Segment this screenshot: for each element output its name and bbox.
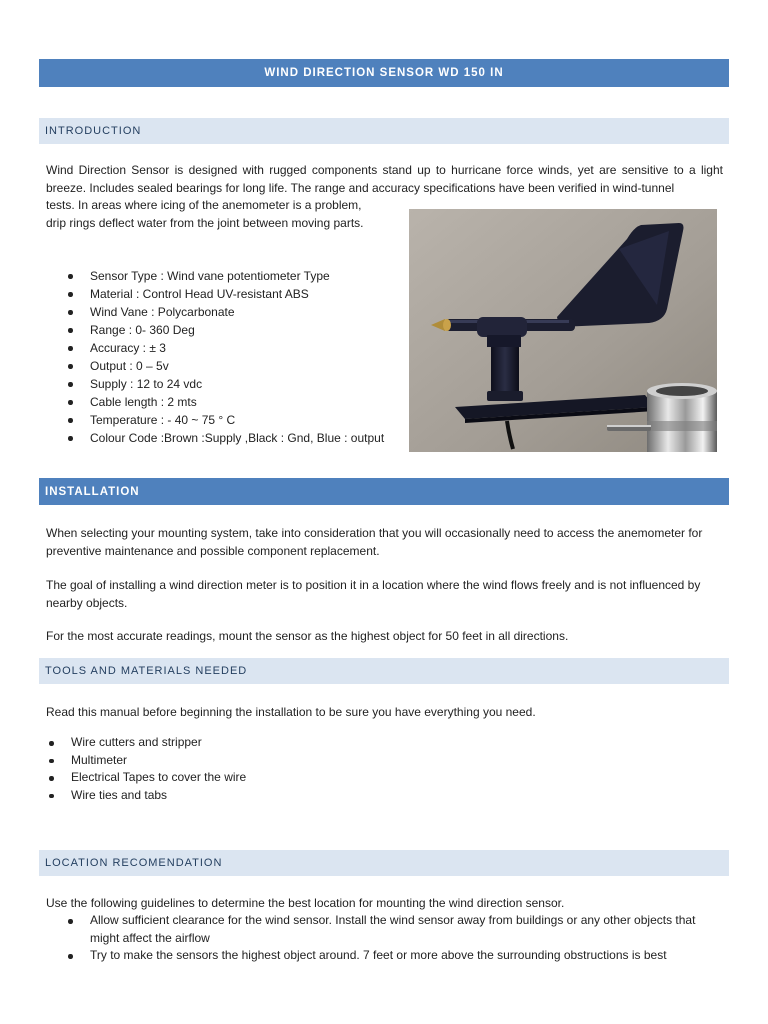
tools-intro: Read this manual before beginning the installation to be sure you have everything you need.: [46, 705, 536, 719]
tools-list: [71, 734, 246, 804]
list-item: Allow sufficient clearance for the wind sensor. Install the wind sensor away from buildings or any other objects that might affect the airflow: [90, 912, 720, 947]
section-heading-installation: INSTALLATION: [39, 478, 729, 505]
page-title: WIND DIRECTION SENSOR WD 150 IN: [39, 59, 729, 87]
spec-list: [90, 267, 384, 447]
list-item: Try to make the sensors the highest object around. 7 feet or more above the surrounding obstructions is best: [90, 947, 720, 965]
list-item: Accuracy : ± 3: [90, 339, 384, 357]
wind-vane-photo: [409, 209, 717, 452]
list-item: Range : 0- 360 Deg: [90, 321, 384, 339]
installation-paragraph-1: When selecting your mounting system, take into consideration that you will occasionally need to access the anemometer for preventive maintenance and possible component replacement.: [46, 526, 703, 558]
list-item: Sensor Type : Wind vane potentiometer Type: [90, 267, 384, 285]
location-list: [90, 912, 720, 965]
list-item: Colour Code :Brown :Supply ,Black : Gnd, Blue : output: [90, 431, 385, 445]
list-item: Output : 0 – 5v: [90, 357, 384, 375]
list-item: Wind Vane : Polycarbonate: [90, 303, 384, 321]
location-intro: Use the following guidelines to determine the best location for mounting the wind direction sensor.: [46, 896, 565, 910]
installation-paragraph-3: For the most accurate readings, mount the sensor as the highest object for 50 feet in all directions.: [46, 629, 569, 643]
list-item: Wire ties and tabs: [71, 787, 246, 805]
section-heading-tools: TOOLS AND MATERIALS NEEDED: [39, 658, 729, 684]
list-item: Temperature : - 40 ~ 75 ° C: [90, 411, 384, 429]
list-item: Multimeter: [71, 752, 246, 770]
list-item: Wire cutters and stripper: [71, 734, 246, 752]
list-item: Supply : 12 to 24 vdc: [90, 375, 384, 393]
list-item: Cable length : 2 mts: [90, 393, 384, 411]
section-heading-introduction: INTRODUCTION: [39, 118, 729, 144]
section-heading-location: LOCATION RECOMENDATION: [39, 850, 729, 876]
intro-paragraph-line4: drip rings deflect water from the joint between moving parts.: [46, 216, 364, 230]
intro-paragraph: Wind Direction Sensor is designed with rugged components stand up to hurricane force winds, yet are sensitive to a light breeze. Includes sealed bearings for long life. The range and accuracy specifications have been verified in wind-tunnel: [46, 163, 723, 195]
list-item: Material : Control Head UV-resistant ABS: [90, 285, 384, 303]
installation-paragraph-2: The goal of installing a wind direction meter is to position it in a location where the wind flows freely and is not influenced by nearby objects.: [46, 578, 701, 610]
intro-paragraph-line3: tests. In areas where icing of the anemometer is a problem,: [46, 198, 362, 212]
list-item: Electrical Tapes to cover the wire: [71, 769, 246, 787]
